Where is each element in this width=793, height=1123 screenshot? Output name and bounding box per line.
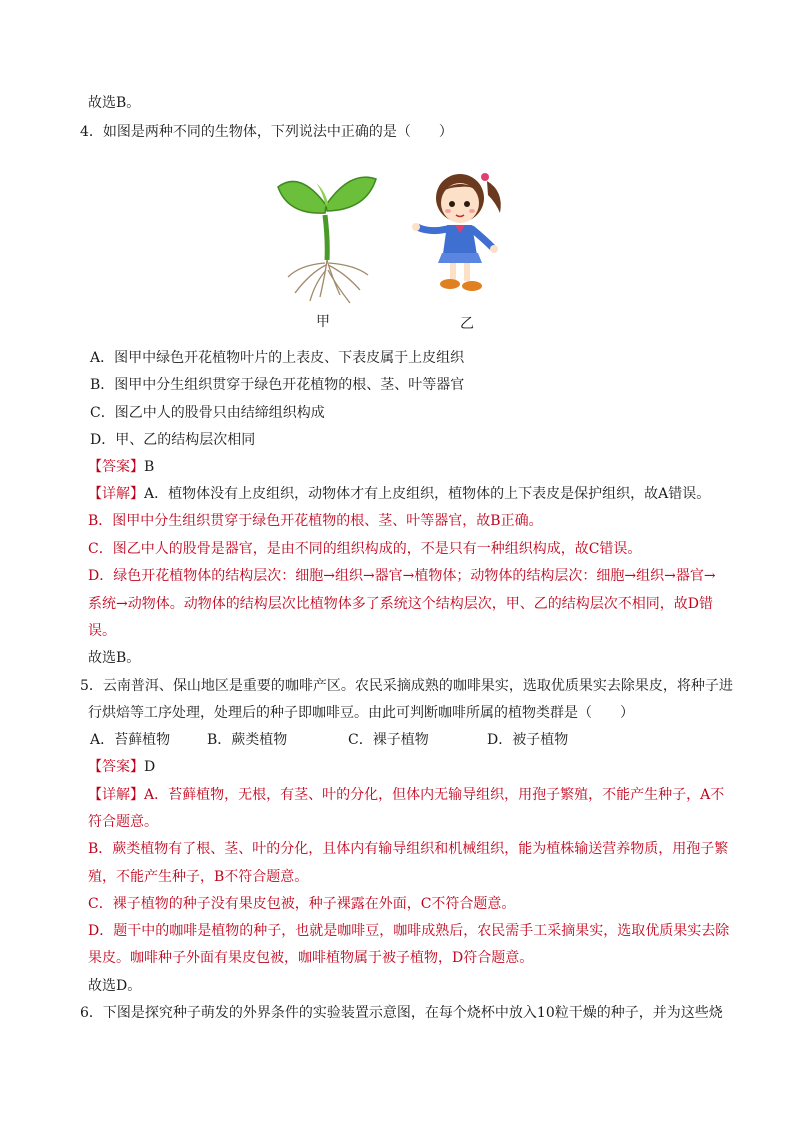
q4-detail-line-2: B．图甲中分生组织贯穿于绿色开花植物的根、茎、叶等器官，故B正确。 bbox=[88, 513, 543, 529]
q4-option-b: B．图甲中分生组织贯穿于绿色开花植物的根、茎、叶等器官 bbox=[90, 377, 465, 393]
q4-conclusion: 故选B。 bbox=[88, 650, 141, 666]
girl-illustration bbox=[412, 163, 507, 298]
answer-tag: 【答案】 bbox=[88, 759, 144, 775]
q5-stem-line-2: 行烘焙等工序处理，处理后的种子即咖啡豆。由此可判断咖啡所属的植物类群是（ ） bbox=[88, 705, 634, 721]
q4-detail-line-1 bbox=[88, 484, 710, 504]
detail-tag: 【详解】 bbox=[88, 787, 144, 803]
q4-answer bbox=[88, 457, 154, 477]
q6-stem: 6．下图是探究种子萌发的外界条件的实验装置示意图，在每个烧杯中放入10粒干燥的种子，并为这些烧 bbox=[80, 1005, 723, 1021]
answer-value: D bbox=[144, 759, 156, 775]
caption-yi: 乙 bbox=[460, 316, 474, 332]
q5-answer bbox=[88, 757, 155, 777]
q5-detail-line-1 bbox=[88, 785, 724, 805]
q5-option-a: A．苔藓植物 bbox=[90, 732, 171, 748]
q4-detail-line-3: C．图乙中人的股骨是器官，是由不同的组织构成的，不是只有一种组织构成，故C错误。 bbox=[88, 541, 642, 557]
q4-option-d: D．甲、乙的结构层次相同 bbox=[90, 432, 256, 448]
caption-jia: 甲 bbox=[316, 314, 330, 330]
q5-detail-line-4: 殖，不能产生种子，B不符合题意。 bbox=[88, 869, 309, 885]
answer-tag: 【答案】 bbox=[88, 459, 144, 475]
detail-tag: 【详解】 bbox=[88, 486, 144, 502]
q4-option-a: A．图甲中绿色开花植物叶片的上表皮、下表皮属于上皮组织 bbox=[90, 350, 465, 366]
q4-option-c: C．图乙中人的股骨只由结缔组织构成 bbox=[90, 405, 325, 421]
q4-detail-line-5: 系统→动物体。动物体的结构层次比植物体多了系统这个结构层次，甲、乙的结构层次不相同，故D错 bbox=[88, 596, 713, 612]
answer-value: B bbox=[144, 459, 155, 475]
q5-detail-line-2: 符合题意。 bbox=[88, 814, 158, 830]
q5-option-d: D．被子植物 bbox=[487, 732, 569, 748]
q5-detail-line-6: D．题干中的咖啡是植物的种子，也就是咖啡豆，咖啡成熟后，农民需手工采摘果实，选取优质果实去除 bbox=[88, 923, 730, 939]
q5-stem-line-1: 5．云南普洱、保山地区是重要的咖啡产区。农民采摘成熟的咖啡果实，选取优质果实去除果皮，将种子进 bbox=[80, 678, 733, 694]
detail-text: A．植物体没有上皮组织，动物体才有上皮组织，植物体的上下表皮是保护组织，故A错误。 bbox=[144, 486, 711, 502]
q4-stem: 4．如图是两种不同的生物体，下列说法中正确的是（ ） bbox=[80, 124, 453, 140]
q3-conclusion: 故选B。 bbox=[88, 95, 141, 111]
seedling-illustration bbox=[270, 165, 385, 305]
q5-detail-line-3: B．蕨类植物有了根、茎、叶的分化，且体内有输导组织和机械组织，能为植株输送营养物质，用孢子繁 bbox=[88, 841, 729, 857]
detail-text: A．苔藓植物，无根，有茎、叶的分化，但体内无输导组织，用孢子繁殖，不能产生种子，A不 bbox=[144, 787, 725, 803]
q5-conclusion: 故选D。 bbox=[88, 978, 142, 994]
q4-detail-line-4: D．绿色开花植物体的结构层次：细胞→组织→器官→植物体；动物体的结构层次：细胞→组织→器官→ bbox=[88, 568, 716, 584]
q5-detail-line-7: 果皮。咖啡种子外面有果皮包被，咖啡植物属于被子植物，D符合题意。 bbox=[88, 950, 534, 966]
q4-detail-line-6: 误。 bbox=[88, 623, 116, 639]
q5-option-c: C．裸子植物 bbox=[348, 732, 429, 748]
q5-option-b: B．蕨类植物 bbox=[207, 732, 288, 748]
q5-detail-line-5: C．裸子植物的种子没有果皮包被，种子裸露在外面，C不符合题意。 bbox=[88, 896, 516, 912]
